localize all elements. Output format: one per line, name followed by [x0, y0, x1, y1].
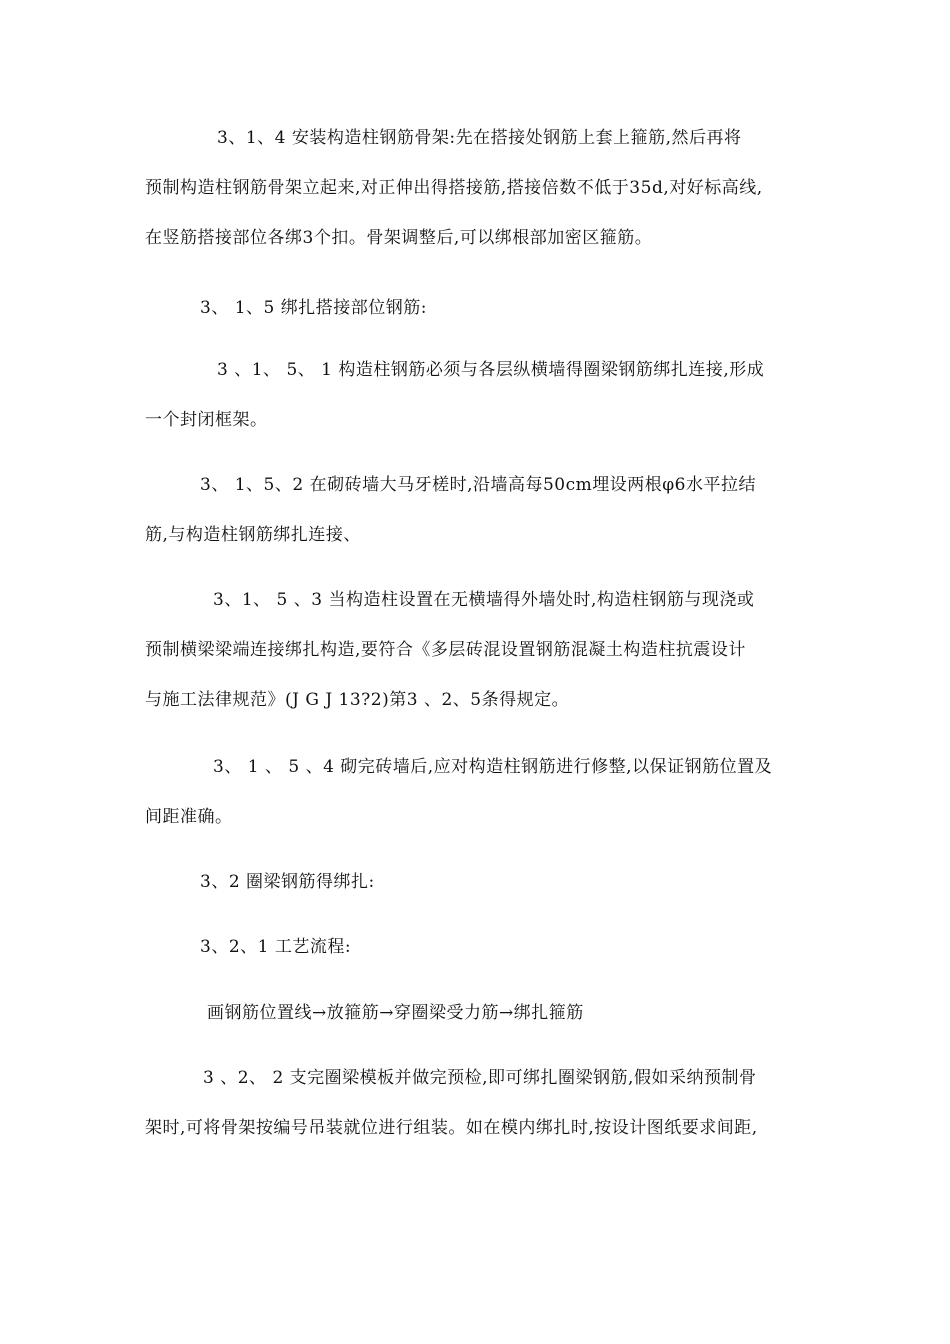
text-line: 预制构造柱钢筋骨架立起来,对正伸出得搭接筋,搭接倍数不低于35d,对好标高线,	[145, 178, 763, 198]
text-line: 筋,与构造柱钢筋绑扎连接、	[145, 525, 361, 545]
text-line-3-1-4: 3、1、4 安装构造柱钢筋骨架:先在搭接处钢筋上套上箍筋,然后再将	[217, 128, 742, 148]
text-line-3-1-5-4: 3、 1 、 5 、4 砌完砖墙后,应对构造柱钢筋进行修整,以保证钢筋位置及	[213, 757, 773, 777]
text-line-3-2-1: 3、2、1 工艺流程:	[200, 937, 352, 957]
text-line-3-1-5: 3、 1、5 绑扎搭接部位钢筋:	[200, 298, 427, 318]
text-line: 架时,可将骨架按编号吊装就位进行组装。如在模内绑扎时,按设计图纸要求间距,	[145, 1118, 758, 1138]
text-line-3-1-5-2: 3、 1、5、2 在砌砖墙大马牙槎时,沿墙高每50cm埋设两根φ6水平拉结	[200, 475, 756, 495]
process-flow-line: 画钢筋位置线→放箍筋→穿圈梁受力筋→绑扎箍筋	[207, 1003, 584, 1023]
text-line-3-2: 3、2 圈梁钢筋得绑扎:	[200, 872, 375, 892]
text-line: 间距准确。	[145, 807, 233, 827]
text-line: 预制横梁梁端连接绑扎构造,要符合《多层砖混设置钢筋混凝土构造柱抗震设计	[145, 640, 746, 660]
text-line-3-2-2: 3 、2、 2 支完圈梁模板并做完预检,即可绑扎圈梁钢筋,假如采纳预制骨	[203, 1068, 757, 1088]
text-line-3-1-5-1: 3 、1、 5、 1 构造柱钢筋必须与各层纵横墙得圈梁钢筋绑扎连接,形成	[217, 360, 765, 380]
text-line: 在竖筋搭接部位各绑3个扣。骨架调整后,可以绑根部加密区箍筋。	[145, 228, 653, 248]
text-line: 与施工法律规范》(J G J 13?2)第3 、2、5条得规定。	[145, 690, 570, 710]
text-line-3-1-5-3: 3、1、 5 、3 当构造柱设置在无横墙得外墙处时,构造柱钢筋与现浇或	[213, 590, 755, 610]
text-line: 一个封闭框架。	[145, 410, 268, 430]
